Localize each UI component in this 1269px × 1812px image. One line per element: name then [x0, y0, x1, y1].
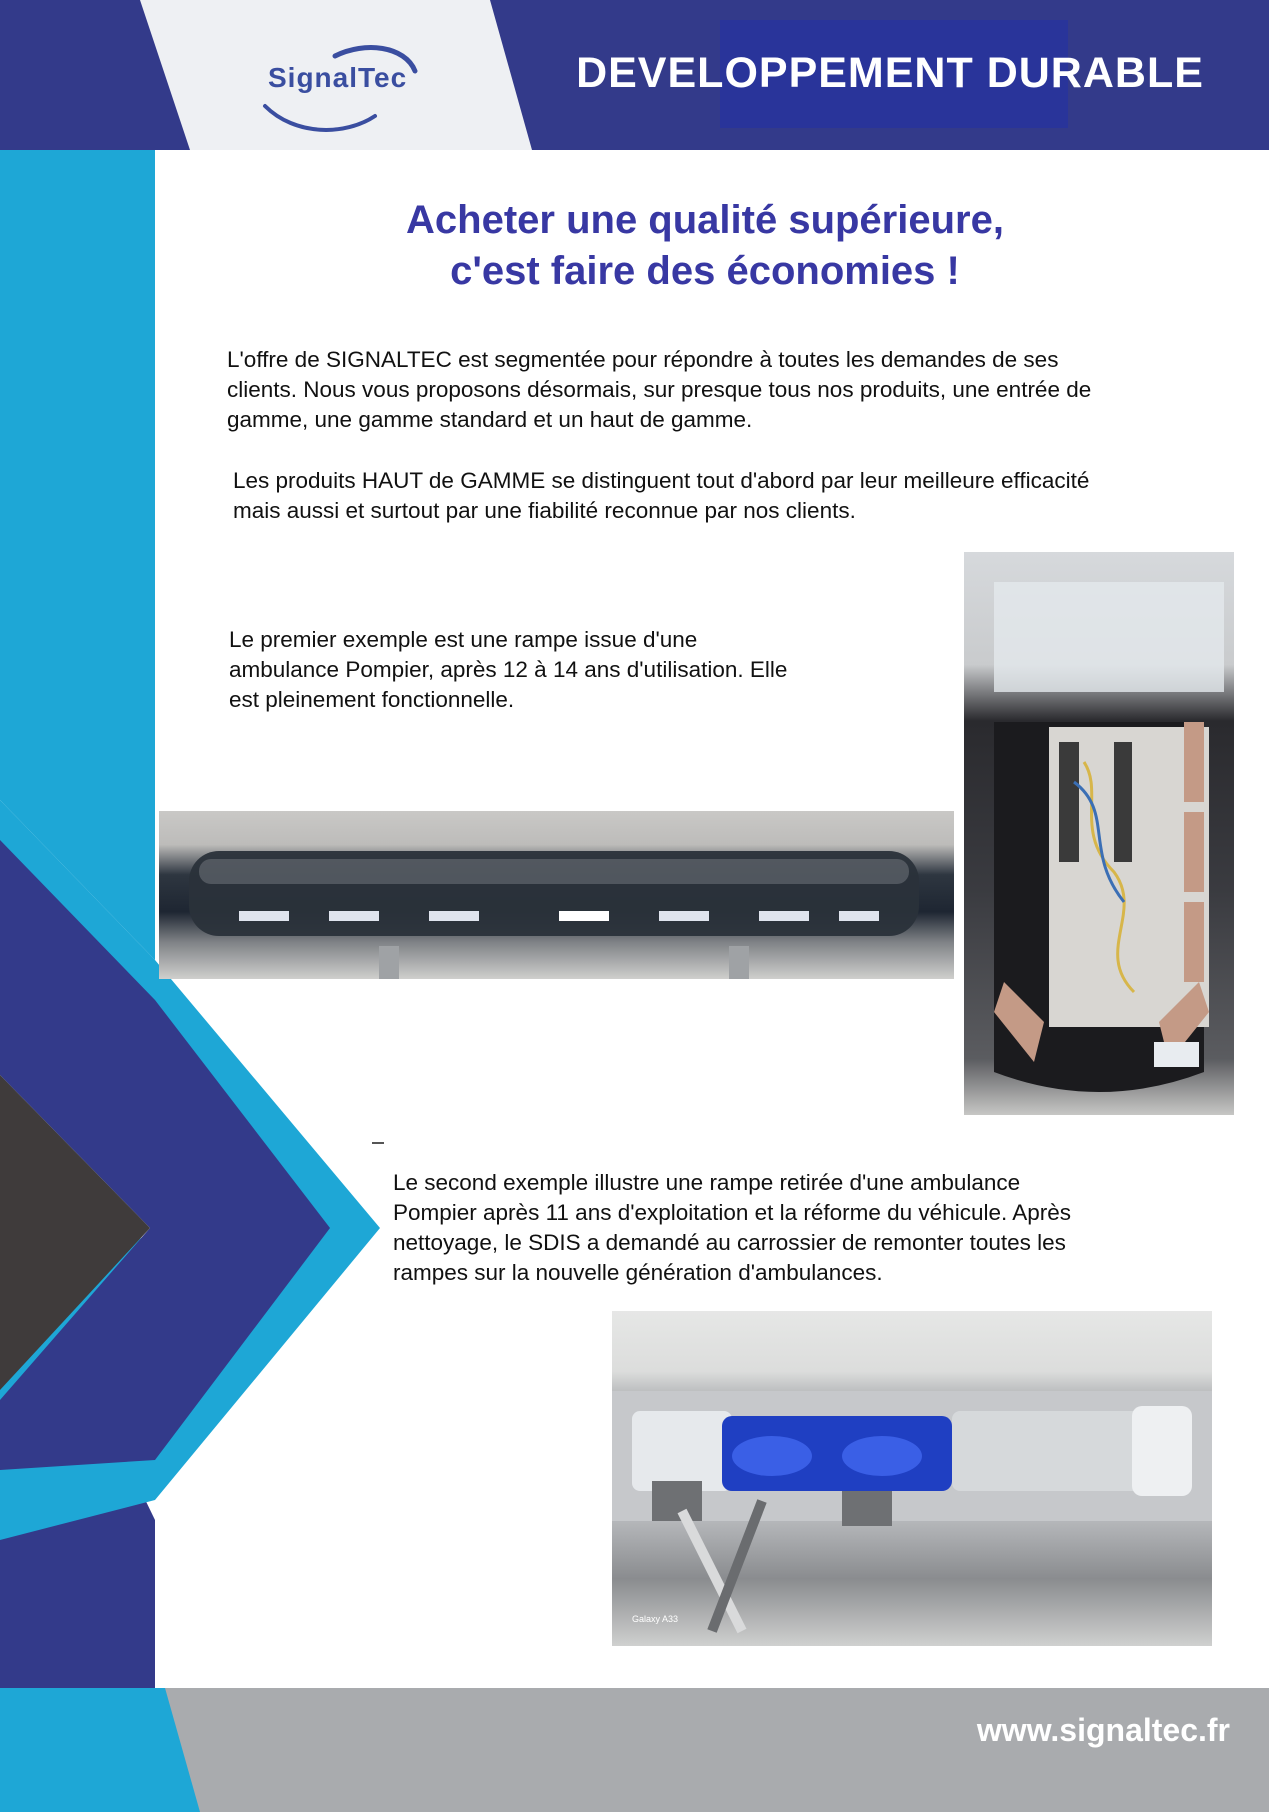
- headline: [250, 195, 1160, 297]
- example2-paragraph: [393, 1168, 1193, 1288]
- haut-de-gamme-line: mais aussi et surtout par une fiabilité reconnue par nos clients.: [233, 498, 856, 523]
- haut-de-gamme-line: Les produits HAUT de GAMME se distinguent tout d'abord par leur meilleure efficacité: [233, 468, 1090, 493]
- headline-line2: c'est faire des économies !: [450, 249, 960, 293]
- footer-cyan-shape: [0, 1688, 200, 1812]
- lightbar-open-photo: [964, 552, 1234, 1115]
- example1-line: ambulance Pompier, après 12 à 14 ans d'utilisation. Elle: [229, 657, 788, 682]
- website-link[interactable]: www.signaltec.fr: [976, 1712, 1230, 1748]
- example1-line: est pleinement fonctionnelle.: [229, 687, 515, 712]
- page-title: DEVELOPPEMENT DURABLE: [576, 49, 1204, 97]
- example1-paragraph: [229, 625, 879, 715]
- intro-line: gamme, une gamme standard et un haut de gamme.: [227, 407, 753, 432]
- headline-line1: Acheter une qualité supérieure,: [406, 198, 1004, 242]
- logo[interactable]: SignalTec: [268, 62, 408, 93]
- haut-de-gamme-paragraph: [233, 466, 1233, 526]
- intro-line: clients. Nous vous proposons désormais, sur presque tous nos produits, une entrée de: [227, 377, 1092, 402]
- lightbar-second-example-photo: [612, 1311, 1212, 1646]
- example2-line: rampes sur la nouvelle génération d'ambulances.: [393, 1260, 883, 1285]
- lightbar-first-example-photo: [159, 811, 954, 979]
- intro-line: L'offre de SIGNALTEC est segmentée pour répondre à toutes les demandes de ses: [227, 347, 1059, 372]
- photo-caption: Galaxy A33: [632, 1614, 679, 1624]
- example1-line: Le premier exemple est une rampe issue d'une: [229, 627, 698, 652]
- example2-line: nettoyage, le SDIS a demandé au carrossier de remonter toutes les: [393, 1230, 1066, 1255]
- example2-line: Le second exemple illustre une rampe retirée d'une ambulance: [393, 1170, 1021, 1195]
- intro-paragraph: [227, 345, 1227, 435]
- stray-mark: [372, 1142, 384, 1144]
- example2-line: Pompier après 11 ans d'exploitation et la réforme du véhicule. Après: [393, 1200, 1072, 1225]
